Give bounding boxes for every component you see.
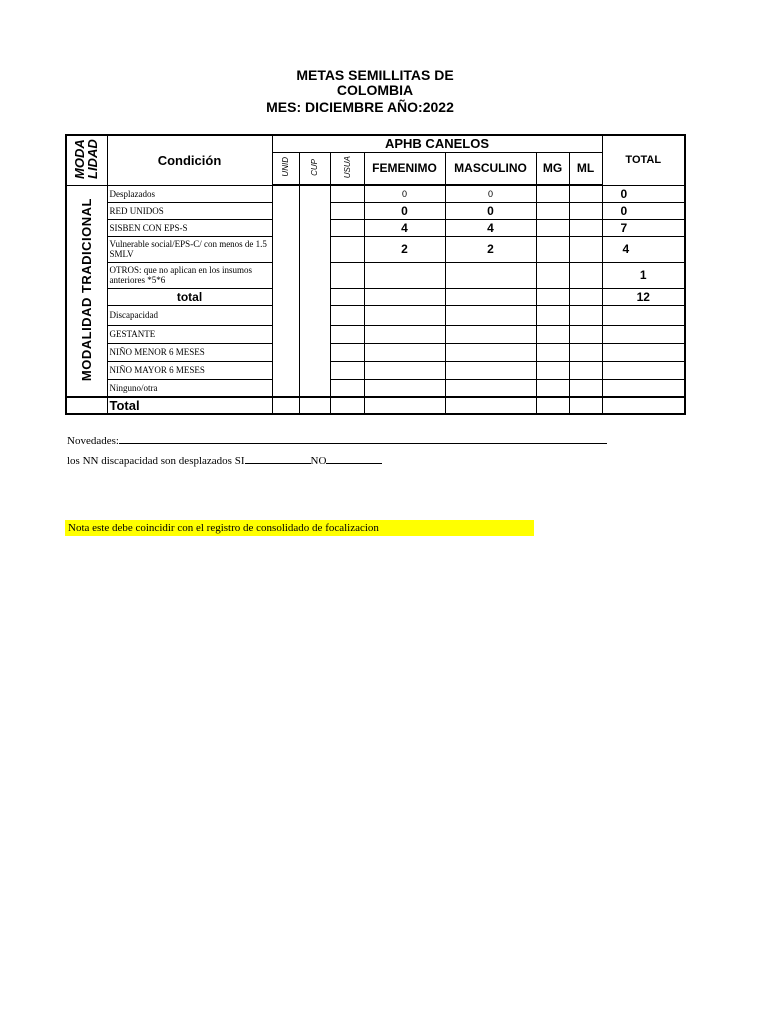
row-masc bbox=[445, 361, 536, 379]
row-label: Desplazados bbox=[107, 185, 272, 202]
row-label: OTROS: que no aplican en los insumos anteriores *5*6 bbox=[107, 262, 272, 288]
row-fem: 2 bbox=[364, 236, 445, 262]
table-row bbox=[66, 305, 685, 325]
nota-highlight: Nota este debe coincidir con el registro de consolidado de focalizacion bbox=[65, 520, 534, 536]
row-total: 0 bbox=[602, 185, 685, 202]
row-fem bbox=[364, 262, 445, 288]
table-row bbox=[66, 361, 685, 379]
table-row bbox=[66, 185, 685, 202]
group-header: APHB CANELOS bbox=[272, 135, 602, 152]
row-label: Vulnerable social/EPS-C/ con menos de 1.5 SMLV bbox=[107, 236, 272, 262]
row-total: 7 bbox=[602, 219, 685, 236]
novedades-label: Novedades: bbox=[67, 435, 119, 447]
nn-line bbox=[67, 453, 382, 467]
table-row bbox=[66, 343, 685, 361]
row-label: total bbox=[107, 288, 272, 305]
table-row bbox=[66, 379, 685, 397]
condicion-header: Condición bbox=[107, 135, 272, 185]
unid-header: UNID bbox=[281, 157, 290, 178]
row-fem bbox=[364, 305, 445, 325]
masc-header: MASCULINO bbox=[445, 152, 536, 185]
row-masc: 4 bbox=[445, 219, 536, 236]
row-total bbox=[602, 361, 685, 379]
table-row bbox=[66, 202, 685, 219]
row-total bbox=[602, 379, 685, 397]
fem-header: FEMENIMO bbox=[364, 152, 445, 185]
total-header: TOTAL bbox=[602, 135, 685, 185]
nn-label-si: los NN discapacidad son desplazados SI bbox=[67, 455, 245, 467]
row-masc bbox=[445, 343, 536, 361]
row-label: GESTANTE bbox=[107, 325, 272, 343]
table-row bbox=[66, 219, 685, 236]
row-fem bbox=[364, 288, 445, 305]
row-masc bbox=[445, 262, 536, 288]
table-row bbox=[66, 262, 685, 288]
title-line-2: COLOMBIA bbox=[336, 82, 414, 98]
row-masc: 0 bbox=[445, 185, 536, 202]
row-total: 1 bbox=[602, 262, 685, 288]
row-total: 12 bbox=[602, 288, 685, 305]
row-masc bbox=[445, 379, 536, 397]
row-fem bbox=[364, 325, 445, 343]
row-total: 4 bbox=[602, 236, 685, 262]
side-label-cell bbox=[66, 185, 107, 397]
row-total bbox=[602, 343, 685, 361]
total-row-label: Total bbox=[107, 397, 272, 414]
usua-header: USUA bbox=[342, 156, 352, 179]
title-line-1: METAS SEMILLITAS DE bbox=[296, 67, 454, 83]
novedades-field[interactable] bbox=[119, 433, 607, 444]
mg-header: MG bbox=[536, 152, 569, 185]
row-masc bbox=[445, 305, 536, 325]
row-label: RED UNIDOS bbox=[107, 202, 272, 219]
row-label: SISBEN CON EPS-S bbox=[107, 219, 272, 236]
row-total: 0 bbox=[602, 202, 685, 219]
row-label: NIÑO MENOR 6 MESES bbox=[107, 343, 272, 361]
modalidad-header-cell bbox=[66, 135, 107, 185]
row-total bbox=[602, 325, 685, 343]
row-fem: 0 bbox=[364, 202, 445, 219]
row-label: Discapacidad bbox=[107, 305, 272, 325]
table-row bbox=[66, 325, 685, 343]
ml-header: ML bbox=[569, 152, 602, 185]
row-masc bbox=[445, 288, 536, 305]
total-row bbox=[66, 397, 685, 414]
row-label: NIÑO MAYOR 6 MESES bbox=[107, 361, 272, 379]
row-masc bbox=[445, 325, 536, 343]
title-line-3: MES: DICIEMBRE AÑO:2022 bbox=[266, 99, 454, 115]
novedades-line bbox=[67, 433, 607, 447]
cup-header: CUP bbox=[310, 158, 319, 176]
table-row bbox=[66, 236, 685, 262]
row-fem bbox=[364, 343, 445, 361]
row-fem: 0 bbox=[364, 185, 445, 202]
row-label: Ninguno/otra bbox=[107, 379, 272, 397]
table-row bbox=[66, 288, 685, 305]
metas-table bbox=[65, 134, 686, 415]
row-masc: 2 bbox=[445, 236, 536, 262]
row-fem: 4 bbox=[364, 219, 445, 236]
row-total bbox=[602, 305, 685, 325]
row-fem bbox=[364, 379, 445, 397]
nn-label-no: NO bbox=[310, 455, 327, 467]
side-label: MODALIDAD TRADICIONAL bbox=[79, 198, 95, 382]
si-field[interactable] bbox=[245, 453, 311, 464]
row-masc: 0 bbox=[445, 202, 536, 219]
modalidad-header: MODA LIDAD bbox=[71, 139, 100, 180]
row-fem bbox=[364, 361, 445, 379]
no-field[interactable] bbox=[326, 453, 382, 464]
